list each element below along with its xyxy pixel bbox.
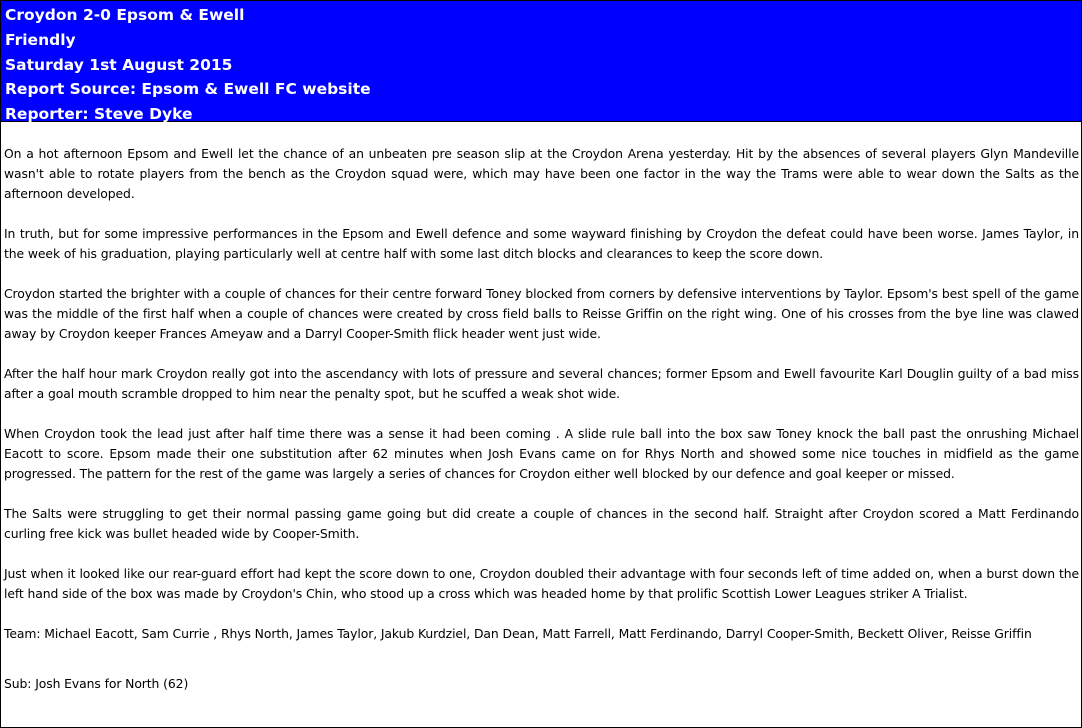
- report-paragraph: After the half hour mark Croydon really got into the ascendancy with lots of pressure and several chances; former Epsom and Ewell favourite Karl Douglin guilty of a bad miss after a goal mouth scramble dropped to him near the penalty spot, but he scuffed a weak shot wide.: [4, 366, 1079, 401]
- report-paragraph: Croydon started the brighter with a couple of chances for their centre forward Toney blocked from corners by defensive interventions by Taylor. Epsom's best spell of the game was the middle of the first half when a couple of chances were created by cross field balls to Reisse Griffin on the right wing. One of his crosses from the bye line was clawed away by Croydon keeper Frances Ameyaw and a Darryl Cooper-Smith flick header went just wide.: [4, 286, 1079, 341]
- match-title: Croydon 2-0 Epsom & Ewell: [5, 6, 245, 24]
- report-paragraph: The Salts were struggling to get their normal passing game going but did create a couple of chances in the second half. Straight after Croydon scored a Matt Ferdinando curling free kick was bullet headed wide by Cooper-Smith.: [4, 506, 1079, 541]
- team-lineup: Team: Michael Eacott, Sam Currie , Rhys North, James Taylor, Jakub Kurdziel, Dan Dean, Matt Farrell, Matt Ferdinando, Darryl Cooper-Smith, Beckett Oliver, Reisse Griffin: [4, 626, 1032, 641]
- substitutions: Sub: Josh Evans for North (62): [4, 676, 189, 691]
- reporter: Reporter: Steve Dyke: [5, 105, 193, 124]
- report-header: [1, 1, 1081, 122]
- report-source: Report Source: Epsom & Ewell FC website: [5, 80, 371, 99]
- report-paragraph: Just when it looked like our rear-guard effort had kept the score down to one, Croydon doubled their advantage with four seconds left of time added on, when a burst down the left hand side of the box was made by Croydon's Chin, who stood up a cross which was headed home by that prolific Scottish Lower Leagues striker A Trialist.: [4, 566, 1079, 601]
- report-paragraph: In truth, but for some impressive performances in the Epsom and Ewell defence and some wayward finishing by Croydon the defeat could have been worse. James Taylor, in the week of his graduation, playing particularly well at centre half with some last ditch blocks and clearances to keep the score down.: [4, 226, 1079, 261]
- competition: Friendly: [5, 30, 76, 49]
- report-paragraph: When Croydon took the lead just after half time there was a sense it had been coming . A slide rule ball into the box saw Toney knock the ball past the onrushing Michael Eacott to score. Epsom made their one substitution after 62 minutes when Josh Evans came on for Rhys North and showed some nice touches in midfield as the game progressed. The pattern for the rest of the game was largely a series of chances for Croydon either well blocked by our defence and goal keeper or missed.: [4, 426, 1079, 481]
- report-body: [1, 122, 1081, 694]
- report-paragraph: On a hot afternoon Epsom and Ewell let the chance of an unbeaten pre season slip at the Croydon Arena yesterday. Hit by the absences of several players Glyn Mandeville wasn't able to rotate players from the bench as the Croydon squad were, which may have been one factor in the way the Trams were able to wear down the Salts as the afternoon developed.: [4, 146, 1079, 201]
- match-date: Saturday 1st August 2015: [5, 55, 233, 74]
